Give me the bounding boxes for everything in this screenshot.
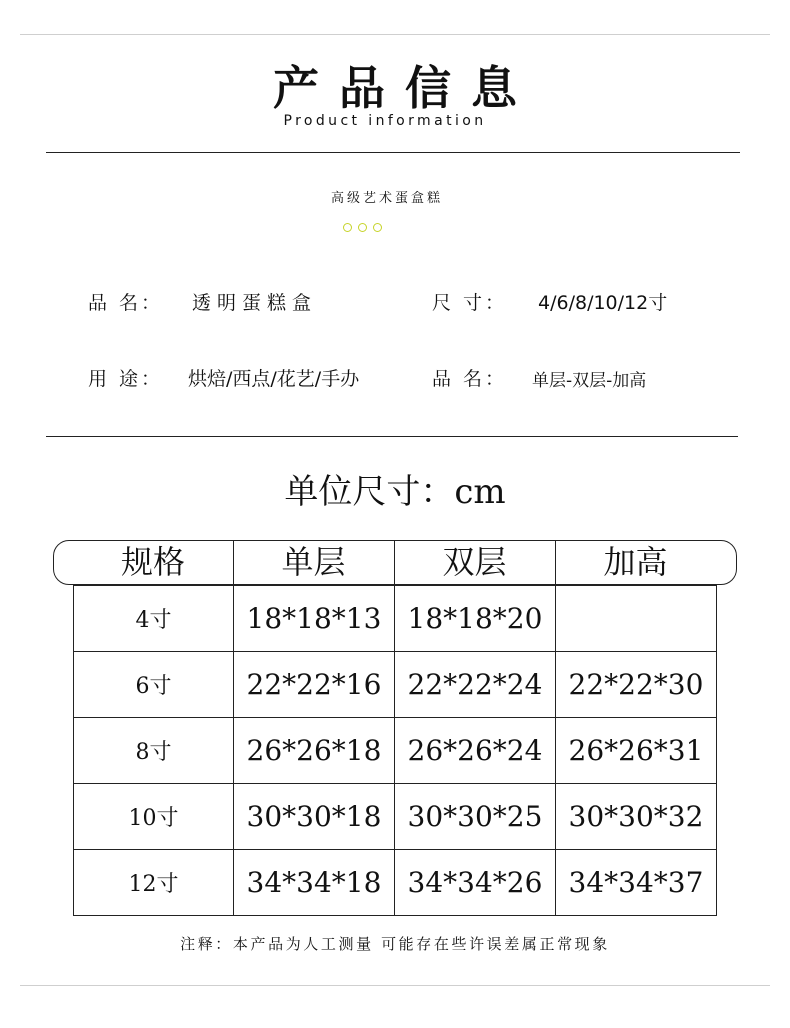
dot-icon	[358, 223, 367, 232]
divider-top	[46, 152, 740, 153]
page-title: 产品信息	[273, 61, 537, 115]
cell-size: 6寸	[74, 652, 234, 718]
cell-tall: 22*22*30	[556, 652, 717, 718]
footnote: 注释：本产品为人工测量 可能存在些许误差属正常现象	[180, 935, 610, 953]
unit-heading: 单位尺寸：cm	[284, 472, 506, 512]
cell-single: 22*22*16	[234, 652, 395, 718]
size-table	[73, 585, 717, 916]
cell-double: 30*30*25	[395, 784, 556, 850]
table-row	[74, 652, 717, 718]
info-size-value: 4/6/8/10/12寸	[538, 292, 668, 314]
page-subtitle: Product information	[283, 113, 487, 129]
cell-size: 12寸	[74, 850, 234, 916]
cell-single: 18*18*13	[234, 586, 395, 652]
dot-icon	[373, 223, 382, 232]
header-double: 双层	[442, 543, 507, 581]
product-tagline: 高级艺术蛋盒糕	[330, 191, 443, 206]
info-use-label: 用 途：	[88, 368, 164, 390]
cell-tall	[556, 586, 717, 652]
cell-tall: 26*26*31	[556, 718, 717, 784]
dot-icon	[343, 223, 352, 232]
info-type-label: 品 名：	[432, 368, 508, 390]
decorative-dots	[343, 223, 382, 232]
cell-size: 10寸	[74, 784, 234, 850]
info-name-label: 品 名：	[88, 292, 164, 314]
info-type-value: 单层-双层-加高	[532, 371, 647, 391]
cell-single: 34*34*18	[234, 850, 395, 916]
table-row	[74, 784, 717, 850]
header-tall: 加高	[603, 543, 668, 581]
cell-tall: 30*30*32	[556, 784, 717, 850]
cell-size: 8寸	[74, 718, 234, 784]
info-use-value: 烘焙/西点/花艺/手办	[188, 368, 360, 390]
cell-single: 26*26*18	[234, 718, 395, 784]
header-spec: 规格	[120, 543, 185, 581]
table-row	[74, 586, 717, 652]
info-size-label: 尺 寸：	[432, 292, 508, 314]
cell-double: 18*18*20	[395, 586, 556, 652]
cell-tall: 34*34*37	[556, 850, 717, 916]
header-single: 单层	[281, 543, 346, 581]
table-row	[74, 718, 717, 784]
cell-single: 30*30*18	[234, 784, 395, 850]
cell-double: 34*34*26	[395, 850, 556, 916]
table-row	[74, 850, 717, 916]
cell-double: 22*22*24	[395, 652, 556, 718]
info-name-value: 透明蛋糕盒	[192, 292, 318, 314]
cell-size: 4寸	[74, 586, 234, 652]
cell-double: 26*26*24	[395, 718, 556, 784]
divider-middle	[46, 436, 738, 437]
